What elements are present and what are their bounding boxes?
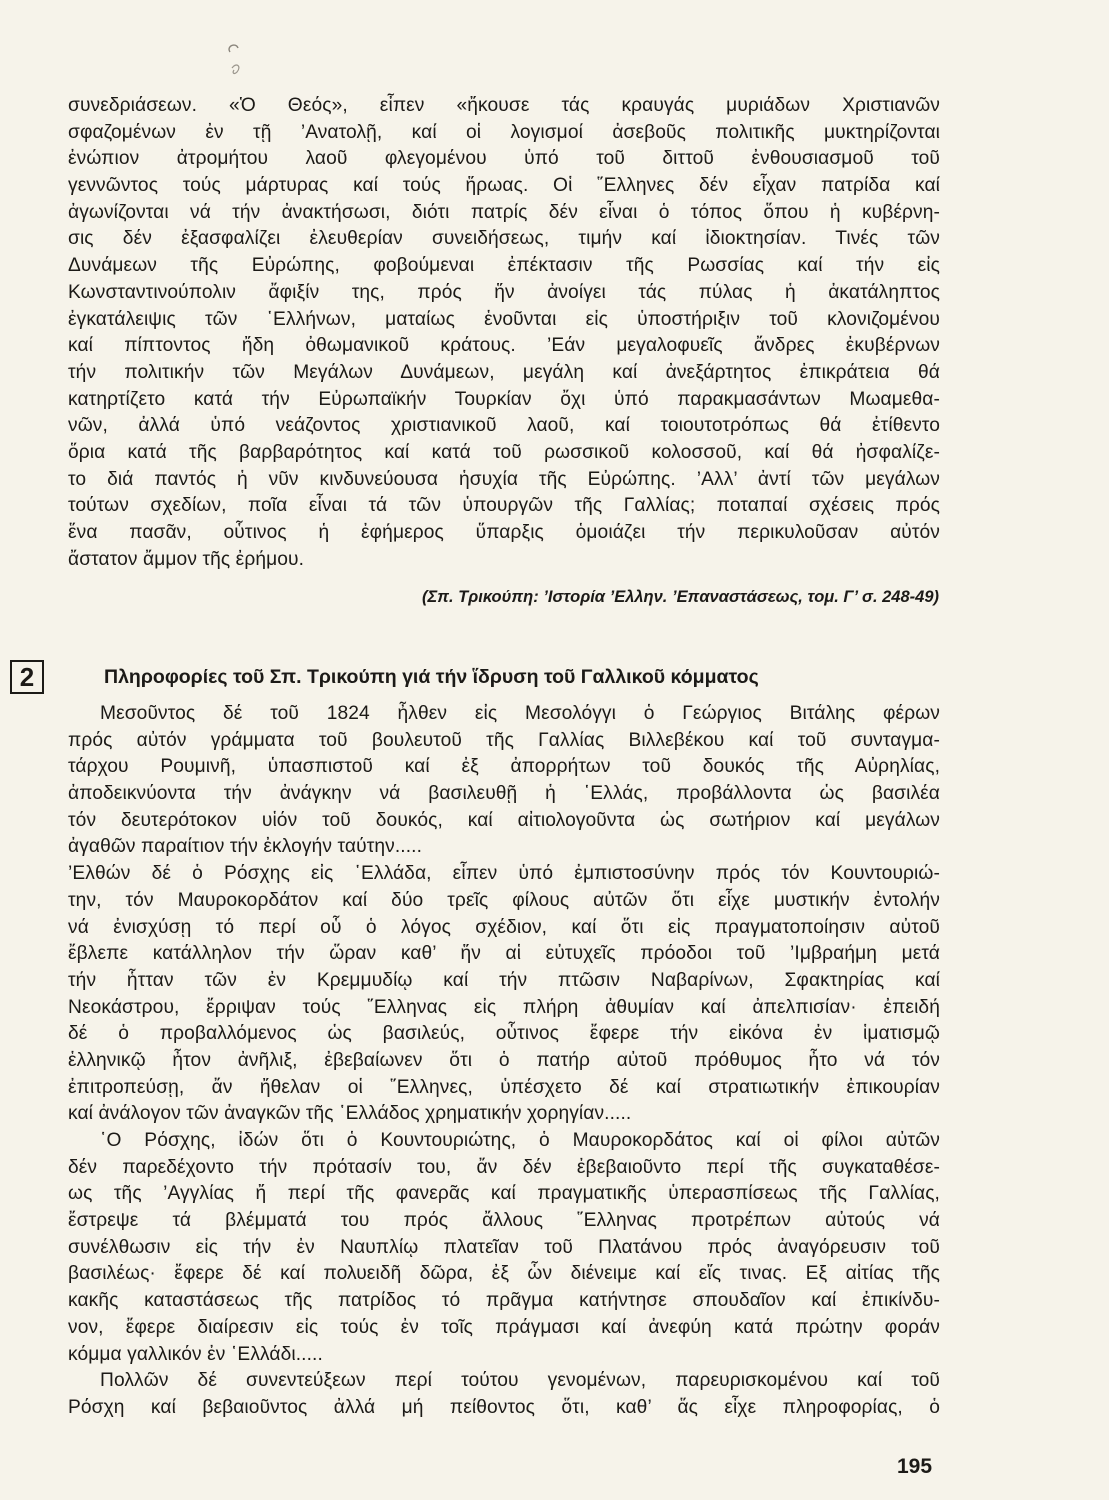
text-line: συνέλθωσιν εἰς τήν ἐν Ναυπλίῳ πλατεῖαν τοῦ Πλατάνου πρός ἀναγόρευσιν τοῦ [68, 1236, 940, 1258]
text-line: ἀγαθῶν παραίτιον τήν ἐκλογήν ταύτην..... [68, 836, 423, 858]
text-line: συνεδριάσεων. «Ὁ Θεός», εἶπεν «ἤκουσε τάς κραυγάς μυριάδων Χριστιανῶν [68, 95, 940, 116]
pencil-mark-icon [222, 40, 252, 80]
text-line: σφαζομένων ἐν τῇ ’Ανατολῇ, καί οἱ λογισμοί ἀσεβοῦς πολιτικῆς μυκτηρίζονται [68, 121, 940, 143]
text-line: ἀποδεικνύοντα τήν ἀνάγκην νά βασιλευθῇ ἡ ῾Ελλάς, προβάλλοντα ὡς βασιλέα [68, 783, 940, 805]
text-line: καί πίπτοντος ἤδη ὀθωμανικοῦ κράτους. ’Εάν μεγαλοφυεῖς ἄνδρες ἐκυβέρνων [68, 335, 940, 357]
text-line: ἑλληνικῷ ἦτον ἀνῆλιξ, ἐβεβαίωνεν ὅτι ὁ πατήρ αὐτοῦ πρόθυμος ἦτο νά τόν [68, 1049, 940, 1071]
text-line: νῶν, ἀλλά ὑπό νεάζοντος χριστιανικοῦ λαοῦ, καί τοιουτοτρόπως θά ἐτίθεντο [68, 415, 940, 437]
text-line: ἔστρεψε τά βλέμματά του πρός ἄλλους ῞Ελληνας προτρέπων αὐτούς νά [68, 1210, 940, 1232]
text-line: ὅρια κατά τῆς βαρβαρότητος καί κατά τοῦ ρωσσικοῦ κολοσσοῦ, καί θά ἠσφαλίζε- [68, 441, 940, 463]
text-line: νά ἐνισχύσῃ τό περί οὗ ὁ λόγος σχέδιον, καί ὅτι εἰς πραγματοποίησιν αὐτοῦ [68, 916, 940, 938]
section-heading: Πληροφορίες τοῦ Σπ. Τρικούπη γιά τήν ἵδρυση τοῦ Γαλλικοῦ κόμματος [104, 666, 759, 688]
citation: (Σπ. Τρικούπη: ’Ιστορία ’Ελλην. ’Επαναστάσεως, τομ. Γ’ σ. 248-49) [422, 588, 939, 606]
text-line: γεννῶντος τούς μάρτυρας καί τούς ἥρωας. Οἱ ῞Ελληνες δέν εἶχαν πατρίδα καί [68, 175, 940, 197]
text-line: Ρόσχη καί βεβαιοῦντος ἀλλά μή πείθοντος ὅτι, καθ’ ἅς εἶχε πληροφορίας, ὁ [68, 1396, 940, 1418]
text-line: ἐπιτροπεύσῃ, ἄν ἤθελαν οἱ ῞Ελληνες, ὑπέσχετο δέ καί στρατιωτικήν ἐπικουρίαν [68, 1076, 940, 1098]
text-line: τόν δευτερότοκον υἱόν τοῦ δουκός, καί αἰτιολογοῦντα ὡς σωτήριον καί μεγάλων [68, 809, 940, 831]
text-line: τήν ἧτταν τῶν ἐν Κρεμμυδίῳ καί τήν πτῶσιν Ναβαρίνων, Σφακτηρίας καί [68, 969, 940, 991]
text-line: ἕνα πασᾶν, οὗτινος ἡ ἐφήμερος ὕπαρξις ὁμοιάζει τήν περικυλοῦσαν αὐτόν [68, 522, 940, 543]
text-line: Κωνσταντινούπολιν ἄφιξίν της, πρός ἥν ἀνοίγει τάς πύλας ἡ ἀκατάληπτος [68, 281, 940, 303]
text-line: ἐνώπιον ἀτρομήτου λαοῦ φλεγομένου ὑπό τοῦ διττοῦ ἐνθουσιασμοῦ τοῦ [68, 148, 940, 170]
text-line: ἄστατον ἄμμον τῆς ἐρήμου. [68, 548, 305, 570]
text-line: ως τῆς ’Αγγλίας ἤ περί τῆς φανερᾶς καί πραγματικῆς ὑπερασπίσεως τῆς Γαλλίας, [68, 1183, 940, 1205]
text-line: το διά παντός ἡ νῦν κινδυνεύουσα ἡσυχία τῆς Εὐρώπης. ’Αλλ’ ἀντί τῶν μεγάλων [68, 468, 940, 490]
text-line: κακῆς καταστάσεως τῆς πατρίδος τό πρᾶγμα κατήντησε σπουδαῖον καί ἐπικίνδυ- [68, 1290, 940, 1312]
text-line: τούτων σχεδίων, ποῖα εἶναι τά τῶν ὑπουργῶν τῆς Γαλλίας; ποταπαί σχέσεις πρός [68, 495, 940, 517]
text-line: σις δέν ἐξασφαλίζει ἐλευθερίαν συνειδήσεως, τιμήν καί ἰδιοκτησίαν. Τινές τῶν [68, 228, 940, 250]
text-line: Πολλῶν δέ συνεντεύξεων περί τούτου γενομένων, παρευρισκομένου καί τοῦ [100, 1370, 940, 1392]
text-line: πρός αὐτόν γράμματα τοῦ βουλευτοῦ τῆς Γαλλίας Βιλλεβέκου καί τοῦ συνταγμα- [68, 729, 940, 751]
text-line: ἐγκατάλειψις τῶν ῾Ελλήνων, ματαίως ἑνοῦνται εἰς ὑποστήριξιν τοῦ κλονιζομένου [68, 308, 940, 330]
text-line: την, τόν Μαυροκορδάτον καί δύο τρεῖς φίλους αὐτῶν ὅτι εἶχε μυστικήν ἐντολήν [68, 889, 940, 911]
text-line: ῾Ο Ρόσχης, ἰδών ὅτι ὁ Κουντουριώτης, ὁ Μαυροκορδάτος καί οἱ φίλοι αὐτῶν [100, 1130, 940, 1151]
text-line: Δυνάμεων τῆς Εὐρώπης, φοβούμεναι ἐπέκτασιν τῆς Ρωσσίας καί τήν εἰς [68, 255, 940, 277]
section-number-box: 2 [10, 660, 44, 694]
section-body [68, 701, 940, 1422]
text-line: καί ἀνάλογον τῶν ἀναγκῶν τῆς ῾Ελλάδος χρηματικήν χορηγίαν..... [68, 1103, 632, 1125]
text-line: Μεσοῦντος δέ τοῦ 1824 ἦλθεν εἰς Μεσολόγγι ὁ Γεώργιος Βιτάλης φέρων [100, 703, 940, 724]
text-line: κόμμα γαλλικόν ἐν ῾Ελλάδι..... [68, 1343, 323, 1365]
top-passage [68, 93, 940, 573]
page-number: 195 [897, 1455, 933, 1478]
text-line: ἀγωνίζονται νά τήν ἀνακτήσωσι, διότι πατρίς δέν εἶναι ὁ τόπος ὅπου ἡ κυβέρνη- [68, 201, 940, 223]
text-line: ’Ελθών δέ ὁ Ρόσχης εἰς ῾Ελλάδα, εἶπεν ὑπό ἐμπιστοσύνην πρός τόν Κουντουριώ- [68, 863, 940, 885]
text-line: ἔβλεπε κατάλληλον τήν ὥραν καθ’ ἥν αἱ εὐτυχεῖς πρόοδοι τοῦ ’Ιμβραήμη μετά [68, 943, 940, 965]
text-line: βασιλέως· ἔφερε δέ καί πολυειδῆ δῶρα, ἐξ ὧν διένειμε καί εἴς τινας. Εξ αἰτίας τῆς [68, 1263, 940, 1285]
text-line: κατηρτίζετο κατά τήν Εὐρωπαϊκήν Τουρκίαν ὄχι ὑπό παρακμασάντων Μωαμεθα- [68, 388, 940, 410]
text-line: Νεοκάστρου, ἔρριψαν τούς ῞Ελληνας εἰς πλήρη ἀθυμίαν καί ἀπελπισίαν· ἐπειδή [68, 996, 940, 1018]
text-line: τήν πολιτικήν τῶν Μεγάλων Δυνάμεων, μεγάλη καί ἀνεξάρτητος ἐπικράτεια θά [68, 361, 940, 383]
text-line: δέ ὁ προβαλλόμενος ὡς βασιλεύς, οὗτινος ἔφερε τήν εἰκόνα ἐν ἱματισμῷ [68, 1023, 940, 1045]
text-line: δέν παρεδέχοντο τήν πρότασίν του, ἄν δέν ἐβεβαιοῦντο περί τῆς συγκαταθέσε- [68, 1156, 940, 1178]
text-line: τάρχου Ρουμινῆ, ὑπασπιστοῦ καί ἐξ ἀπορρήτων τοῦ δουκός τῆς Αὐρηλίας, [68, 756, 940, 778]
text-line: νον, ἔφερε διαίρεσιν εἰς τούς ἐν τοῖς πράγμασι καί ἀνεφύη κατά πρώτην φοράν [68, 1316, 940, 1338]
